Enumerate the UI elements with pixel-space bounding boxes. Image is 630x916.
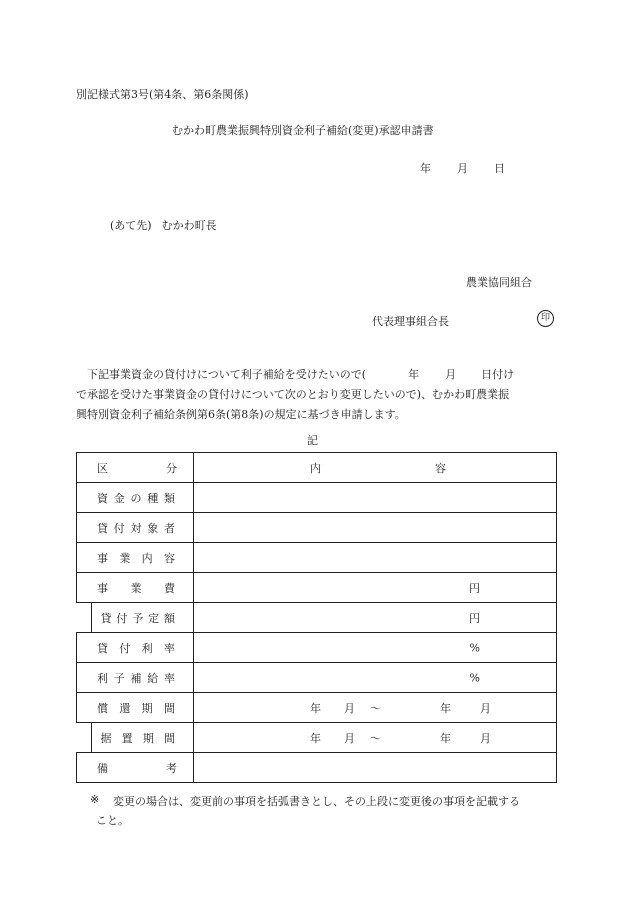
table-row-planned-loan: [77, 603, 557, 633]
date-day-label: 日: [494, 162, 505, 175]
borrower-field[interactable]: [194, 513, 557, 543]
table-row-fund-type: [77, 483, 557, 513]
footnote-line-2: こと。: [96, 814, 129, 827]
table-row-remarks: [77, 753, 557, 783]
period-month-start: 月: [344, 731, 355, 745]
body-line-1: [76, 366, 514, 382]
row-label: 貸付対象者: [97, 521, 175, 535]
grace-period-field[interactable]: [194, 723, 557, 753]
table-row-project-cost: [77, 573, 557, 603]
row-label: 事業内容: [97, 551, 175, 565]
period-month-end: 月: [480, 701, 491, 715]
table-header-row: [77, 453, 557, 483]
footnote-mark: ※: [90, 793, 100, 806]
repayment-period-field[interactable]: [194, 693, 557, 723]
row-label: 償還期間: [97, 701, 175, 715]
row-label: 利子補給率: [97, 671, 175, 685]
row-label-cell: [77, 483, 194, 513]
row-label: 事業費: [97, 581, 175, 595]
row-label-cell: [77, 543, 194, 573]
remarks-field[interactable]: [194, 753, 557, 783]
date-year-label: 年: [420, 162, 431, 175]
addressee-label: (あて先): [110, 219, 152, 232]
row-label: 資金の種類: [97, 491, 175, 505]
table-row-grace-period: [77, 723, 557, 753]
row-label-cell: [77, 663, 194, 693]
row-label-cell: [77, 753, 194, 783]
body-line-1-year: 年: [408, 368, 420, 381]
table-row-repayment-period: [77, 693, 557, 723]
header-value: 内容: [310, 461, 446, 475]
note-heading: 記: [307, 434, 318, 447]
period-range-mark: 〜: [370, 701, 381, 715]
period-year-end: 年: [440, 701, 451, 715]
unit-label: %: [469, 641, 480, 654]
table-row-borrower: [77, 513, 557, 543]
row-label-cell: [77, 723, 194, 753]
row-label-cell: [77, 513, 194, 543]
unit-label: 円: [469, 611, 480, 625]
unit-label: 円: [469, 581, 480, 595]
date-month-label: 月: [457, 162, 468, 175]
unit-label: %: [469, 671, 480, 684]
period-month-end: 月: [480, 731, 491, 745]
addressee: [110, 217, 217, 233]
row-label-cell: [77, 633, 194, 663]
planned-loan-field[interactable]: [194, 603, 557, 633]
addressee-name: むかわ町長: [161, 219, 217, 232]
header-label-cell: [77, 453, 194, 483]
row-label: 備考: [97, 761, 177, 775]
document-title: むかわ町農業振興特別資金利子補給(変更)承認申請書: [172, 124, 434, 137]
row-label-cell: [77, 603, 194, 633]
body-line-1-month: 月: [445, 368, 457, 381]
project-content-field[interactable]: [194, 543, 557, 573]
body-line-1-suffix: 日付け: [481, 368, 515, 381]
applicant-representative: 代表理事組合長: [372, 315, 449, 328]
loan-rate-field[interactable]: [194, 633, 557, 663]
header-value-cell: [194, 453, 557, 483]
period-range-mark: 〜: [370, 731, 381, 745]
period-year-end: 年: [440, 731, 451, 745]
body-line-1-prefix: 下記事業資金の貸付けについて利子補給を受けたいので(: [87, 368, 367, 381]
row-label: 据置期間: [100, 731, 175, 745]
row-label: 貸付利率: [97, 641, 175, 655]
period-year-start: 年: [310, 701, 321, 715]
row-label-cell: [77, 693, 194, 723]
fund-type-field[interactable]: [194, 483, 557, 513]
date-line: [420, 160, 505, 176]
table-row-loan-rate: [77, 633, 557, 663]
application-details-table: [76, 452, 557, 783]
body-line-3: 興特別資金利子補給条例第6条(第8条)の規定に基づき申請します。: [76, 408, 406, 421]
subsidy-rate-field[interactable]: [194, 663, 557, 693]
table-row-project-content: [77, 543, 557, 573]
project-cost-field[interactable]: [194, 573, 557, 603]
body-line-2: で承認を受けた事業資金の貸付けについて次のとおり変更したいので)、むかわ町農業振: [76, 388, 510, 401]
period-year-start: 年: [310, 731, 321, 745]
footnote-line-1: 変更の場合は、変更前の事項を括弧書きとし、その上段に変更後の事項を記載する: [113, 795, 520, 808]
header-label: 区分: [97, 461, 177, 475]
table-row-subsidy-rate: [77, 663, 557, 693]
row-label: 貸付予定額: [100, 611, 175, 625]
form-number: 別記様式第3号(第4条、第6条関係): [76, 88, 249, 101]
seal-mark: 印: [537, 310, 554, 327]
row-label-cell: [77, 573, 194, 603]
applicant-org: 農業協同組合: [466, 276, 532, 289]
period-month-start: 月: [344, 701, 355, 715]
